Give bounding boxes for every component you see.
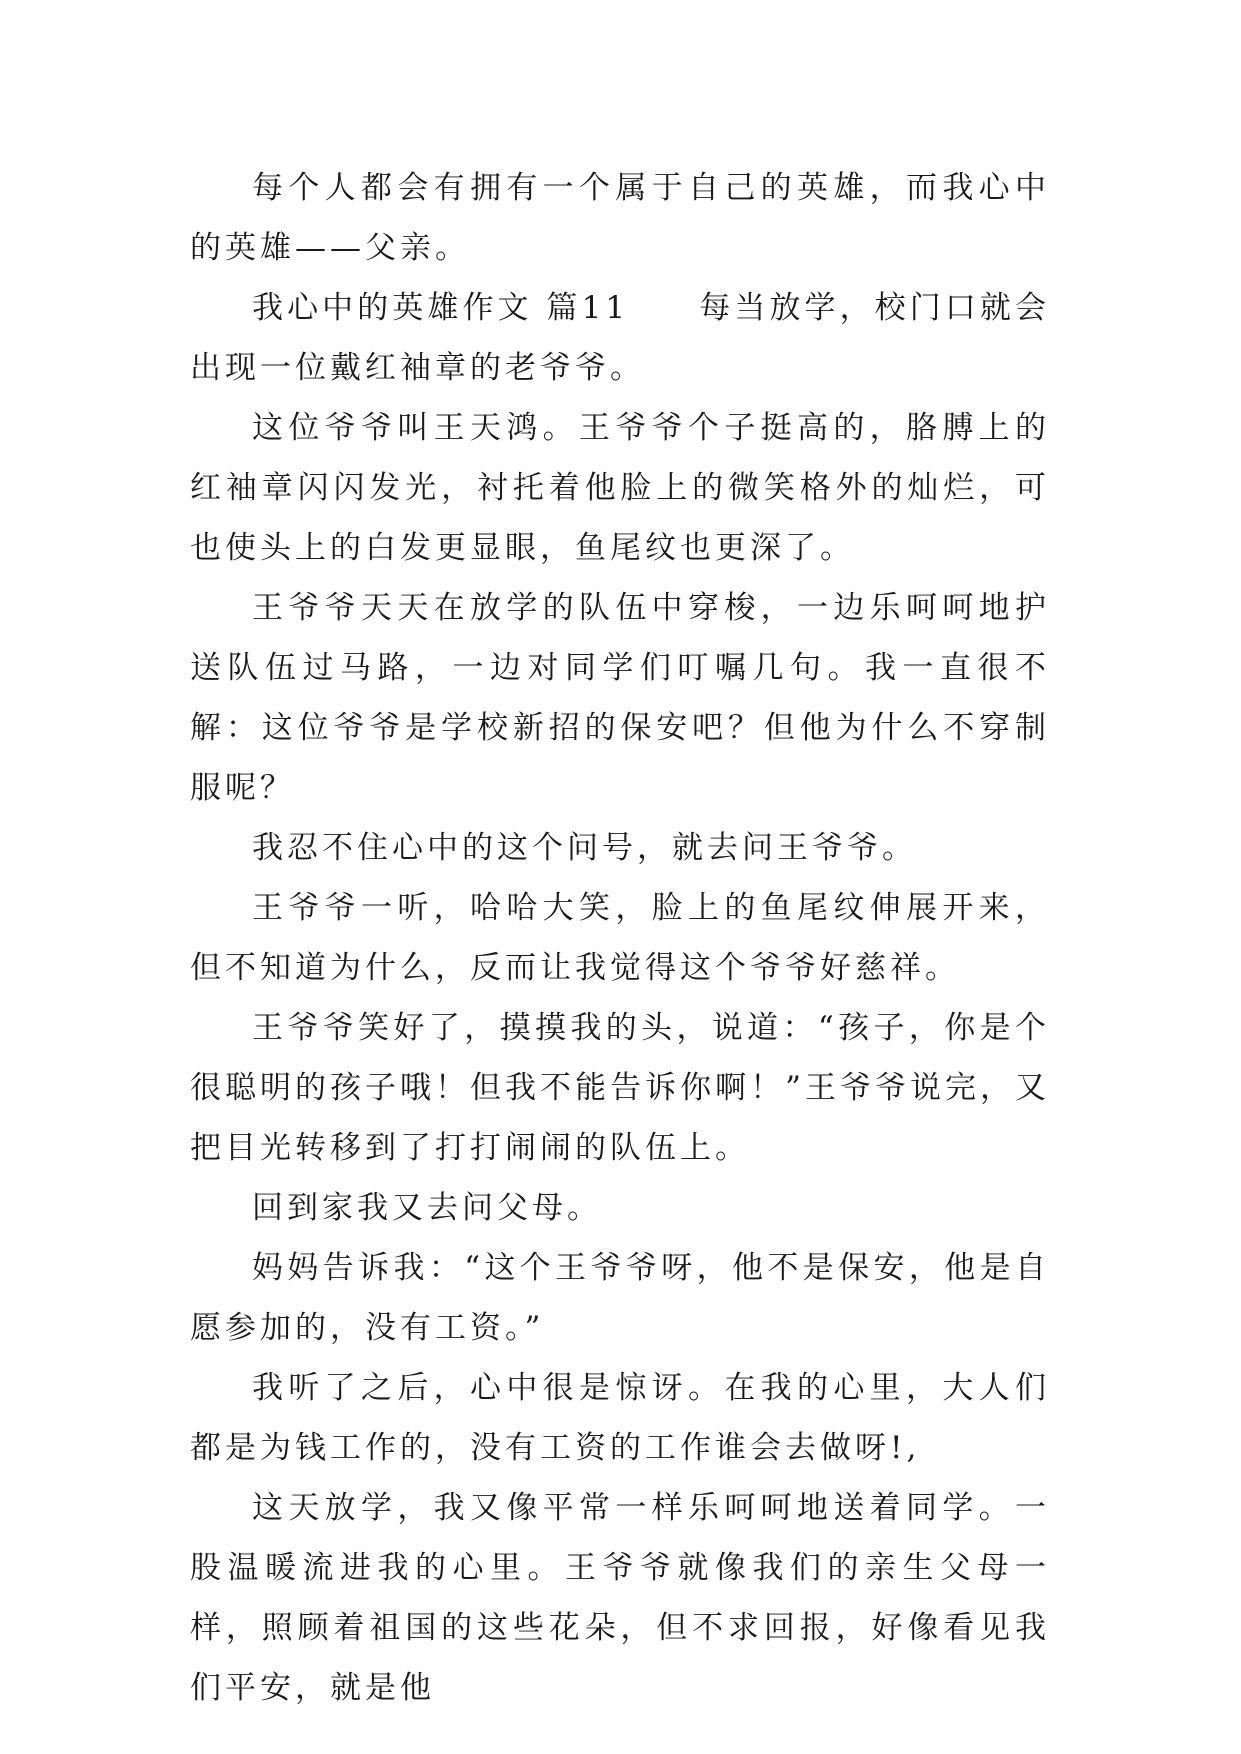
paragraph-3: 这位爷爷叫王天鸿。王爷爷个子挺高的，胳膊上的红袖章闪闪发光，衬托着他脸上的微笑格外的灿烂，可也使头上的白发更显眼，鱼尾纹也更深了。 bbox=[190, 410, 1050, 566]
paragraph-6: 王爷爷一听，哈哈大笑，脸上的鱼尾纹伸展开来，但不知道为什么，反而让我觉得这个爷爷好慈祥。 bbox=[190, 890, 1050, 986]
paragraph-1: 每个人都会有拥有一个属于自己的英雄，而我心中的英雄——父亲。 bbox=[190, 170, 1050, 266]
paragraph-8: 回到家我又去问父母。 bbox=[252, 1190, 602, 1226]
paragraph-4: 王爷爷天天在放学的队伍中穿梭，一边乐呵呵地护送队伍过马路，一边对同学们叮嘱几句。我一直很不解：这位爷爷是学校新招的保安吧？但他为什么不穿制服呢？ bbox=[190, 590, 1050, 806]
paragraph-2: 我心中的英雄作文 篇11 每当放学，校门口就会出现一位戴红袖章的老爷爷。 bbox=[190, 290, 1050, 386]
paragraph-10: 我听了之后，心中很是惊讶。在我的心里，大人们都是为钱工作的，没有工资的工作谁会去做呀!, bbox=[190, 1370, 1050, 1466]
paragraph-7: 王爷爷笑好了，摸摸我的头，说道：“孩子，你是个很聪明的孩子哦！但我不能告诉你啊！”王爷爷说完，又把目光转移到了打打闹闹的队伍上。 bbox=[190, 1010, 1050, 1166]
paragraph-11: 这天放学，我又像平常一样乐呵呵地送着同学。一股温暖流进我的心里。王爷爷就像我们的亲生父母一样，照顾着祖国的这些花朵，但不求回报，好像看见我们平安，就是他 bbox=[190, 1490, 1050, 1706]
paragraph-9: 妈妈告诉我：“这个王爷爷呀，他不是保安，他是自愿参加的，没有工资。” bbox=[190, 1250, 1050, 1346]
essay-body bbox=[190, 158, 1050, 1718]
paragraph-5: 我忍不住心中的这个问号，就去问王爷爷。 bbox=[252, 830, 917, 866]
